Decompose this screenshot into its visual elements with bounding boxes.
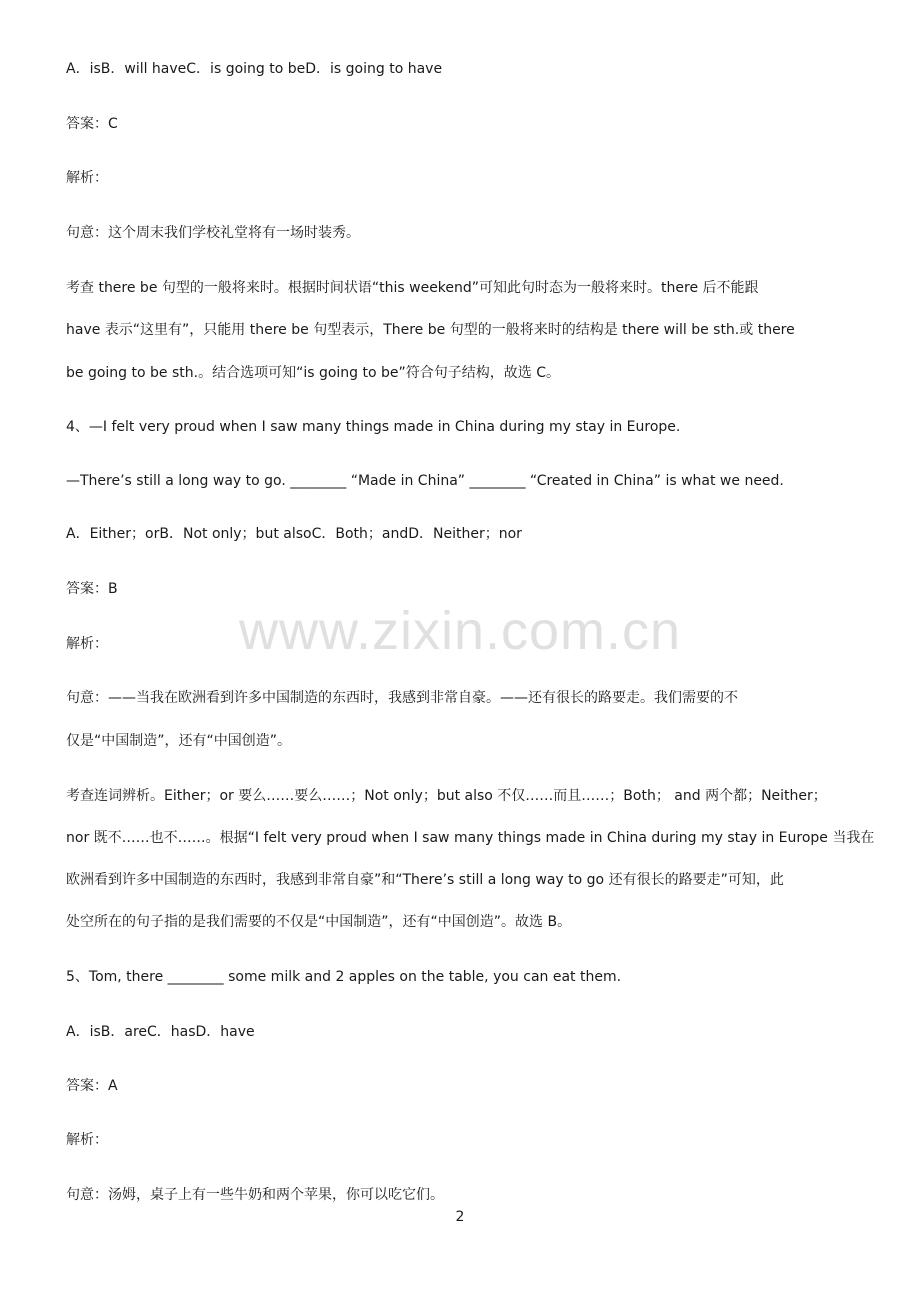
q4-analysis-label: 解析： xyxy=(66,636,108,652)
q3-explanation-line-1: 考查 there be 句型的一般将来时。根据时间状语“this weekend”可知此句时态为一般将来时。there 后不能跟 xyxy=(66,280,759,296)
q3-meaning: 句意：这个周末我们学校礼堂将有一场时装秀。 xyxy=(66,225,360,241)
q4-explanation-line-1: 考查连词辨析。Either；or 要么……要么……；Not only；but also 不仅……而且……；Both； and 两个都；Neither； xyxy=(66,788,827,804)
q5-meaning: 句意：汤姆，桌子上有一些牛奶和两个苹果，你可以吃它们。 xyxy=(66,1187,444,1203)
q4-explanation-line-4: 处空所在的句子指的是我们需要的不仅是“中国制造”，还有“中国创造”。故选 B。 xyxy=(66,914,572,930)
q4-stem-line-1: 4、—I felt very proud when I saw many things made in China during my stay in Europe. xyxy=(66,419,681,435)
q4-meaning-line-1: 句意：——当我在欧洲看到许多中国制造的东西时，我感到非常自豪。——还有很长的路要走。我们需要的不 xyxy=(66,690,738,706)
q3-options: A．isB．will haveC．is going to beD．is going to have xyxy=(66,61,443,77)
q4-meaning-line-2: 仅是“中国制造”，还有“中国创造”。 xyxy=(66,733,292,749)
q5-answer: 答案：A xyxy=(66,1078,118,1094)
q3-explanation-line-3: be going to be sth.。结合选项可知“is going to be”符合句子结构，故选 C。 xyxy=(66,365,560,381)
q4-explanation-line-3: 欧洲看到许多中国制造的东西时，我感到非常自豪”和“There’s still a long way to go 还有很长的路要走”可知，此 xyxy=(66,872,784,888)
q3-analysis-label: 解析： xyxy=(66,170,108,186)
q4-stem-line-2: —There’s still a long way to go. ________ “Made in China” ________ “Created in China” is what we need. xyxy=(66,473,784,489)
q4-answer: 答案：B xyxy=(66,581,118,597)
watermark: www.zixin.com.cn xyxy=(238,601,682,661)
q3-explanation-line-2: have 表示“这里有”，只能用 there be 句型表示，There be 句型的一般将来时的结构是 there will be sth.或 there xyxy=(66,322,795,338)
page-number: 2 xyxy=(455,1209,465,1225)
q5-analysis-label: 解析： xyxy=(66,1132,108,1148)
q5-options: A．isB．areC．hasD．have xyxy=(66,1024,255,1040)
q4-options: A．Either；orB．Not only；but alsoC．Both；andD．Neither；nor xyxy=(66,526,522,542)
q4-explanation-line-2: nor 既不……也不……。根据“I felt very proud when I saw many things made in China during my stay in Europe 当我在 xyxy=(66,830,875,846)
q5-stem: 5、Tom, there ________ some milk and 2 apples on the table, you can eat them. xyxy=(66,969,622,985)
q3-answer: 答案：C xyxy=(66,116,118,132)
